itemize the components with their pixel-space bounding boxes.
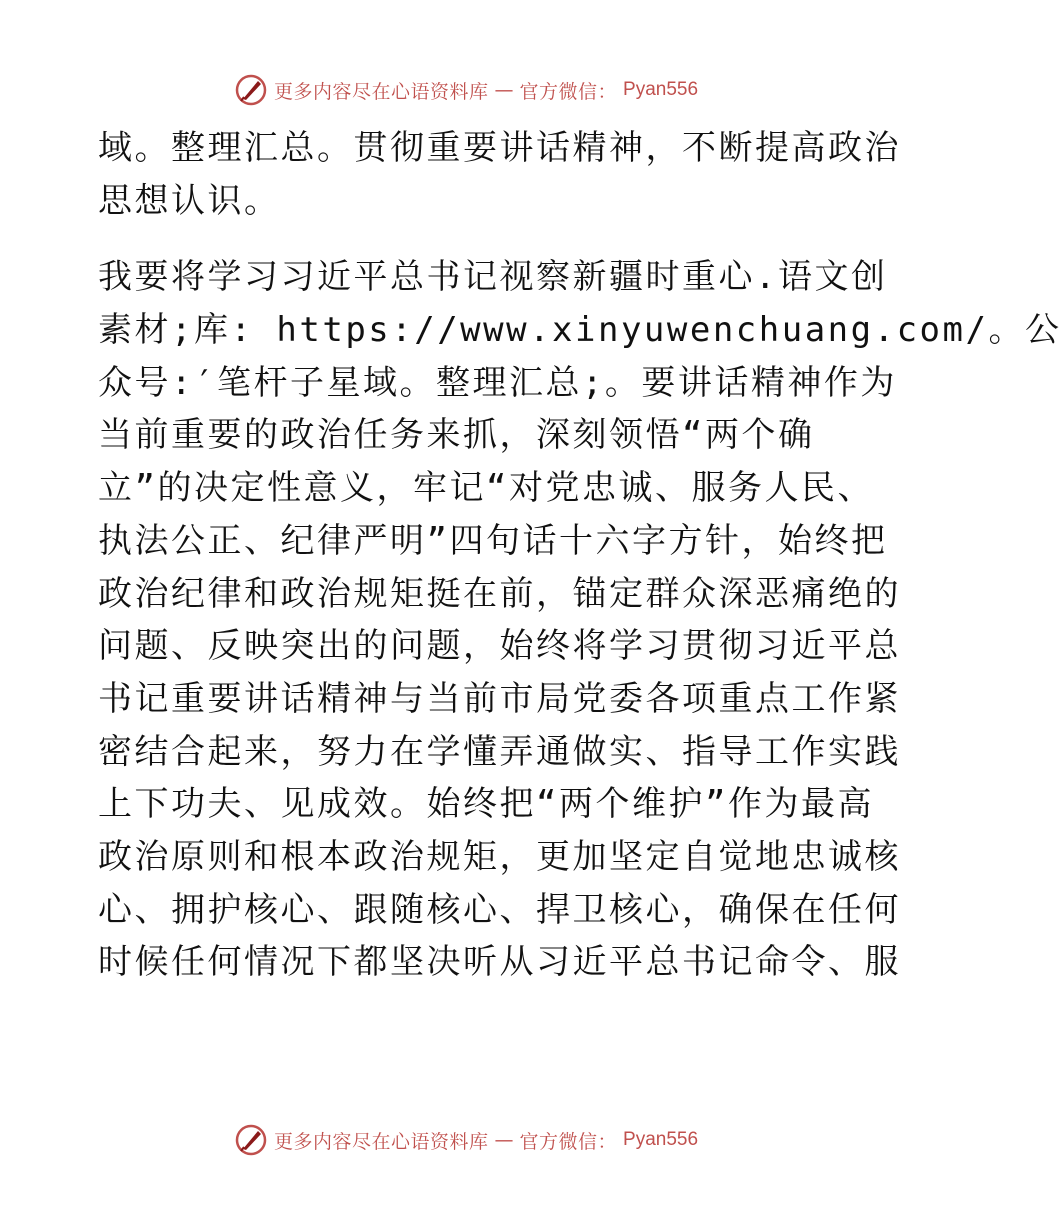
text-line: 执法公正、纪律严明”四句话十六字方针，始终把 [98,520,888,561]
header-watermark [234,72,698,108]
text-line: 当前重要的政治任务来抓，深刻领悟“两个确 [98,415,815,456]
text-line: 域。整理汇总。贯彻重要讲话精神，不断提高政治 [98,128,901,168]
quill-pen-icon [234,1123,268,1157]
text-line: 政治原则和根本政治规矩，更加坚定自觉地忠诚核 [98,836,901,877]
quill-pen-icon [234,73,268,107]
text-line: 上下功夫、见成效。始终把“两个维护”作为最高 [98,784,874,825]
watermark-text: 更多内容尽在心语资料库 [274,1130,489,1153]
text-line: 立”的决定性意义，牢记“对党忠诚、服务人民、 [98,468,874,509]
text-line: 密结合起来，努力在学懂弄通做实、指导工作实践 [98,731,901,772]
paragraph-gap [98,227,858,251]
watermark-text: 更多内容尽在心语资料库 [274,80,489,103]
text-line: 时候任何情况下都坚决听从习近平总书记命令、服 [98,942,901,983]
footer-watermark [234,1122,698,1158]
paragraph [98,122,901,227]
text-line: 政治纪律和政治规矩挺在前，锚定群众深恶痛绝的 [98,573,901,614]
text-line: 众号:′笔杆子星域。整理汇总;。要讲话精神作为 [98,362,897,403]
text-line: 问题、反映突出的问题，始终将学习贯彻习近平总 [98,626,901,667]
text-line: 我要将学习习近平总书记视察新疆时重心.语文创 [98,257,888,298]
watermark-wechat-label: 官方微信： [519,1130,618,1153]
watermark-separator: — [494,79,514,101]
text-line: 素材;库: https://www.xinyuwenchuang.com/。公 [98,310,1061,351]
text-line: 思想认识。 [98,180,281,221]
watermark-handle: Pyan556 [623,79,699,100]
text-line: 心、拥护核心、跟随核心、捍卫核心，确保在任何 [98,889,901,930]
text-line: 书记重要讲话精神与当前市局党委各项重点工作紧 [98,678,901,719]
document-body [98,122,1061,989]
watermark-handle: Pyan556 [623,1129,699,1150]
watermark-wechat-label: 官方微信： [519,80,618,103]
paragraph [98,251,1061,989]
watermark-separator: — [494,1129,514,1151]
